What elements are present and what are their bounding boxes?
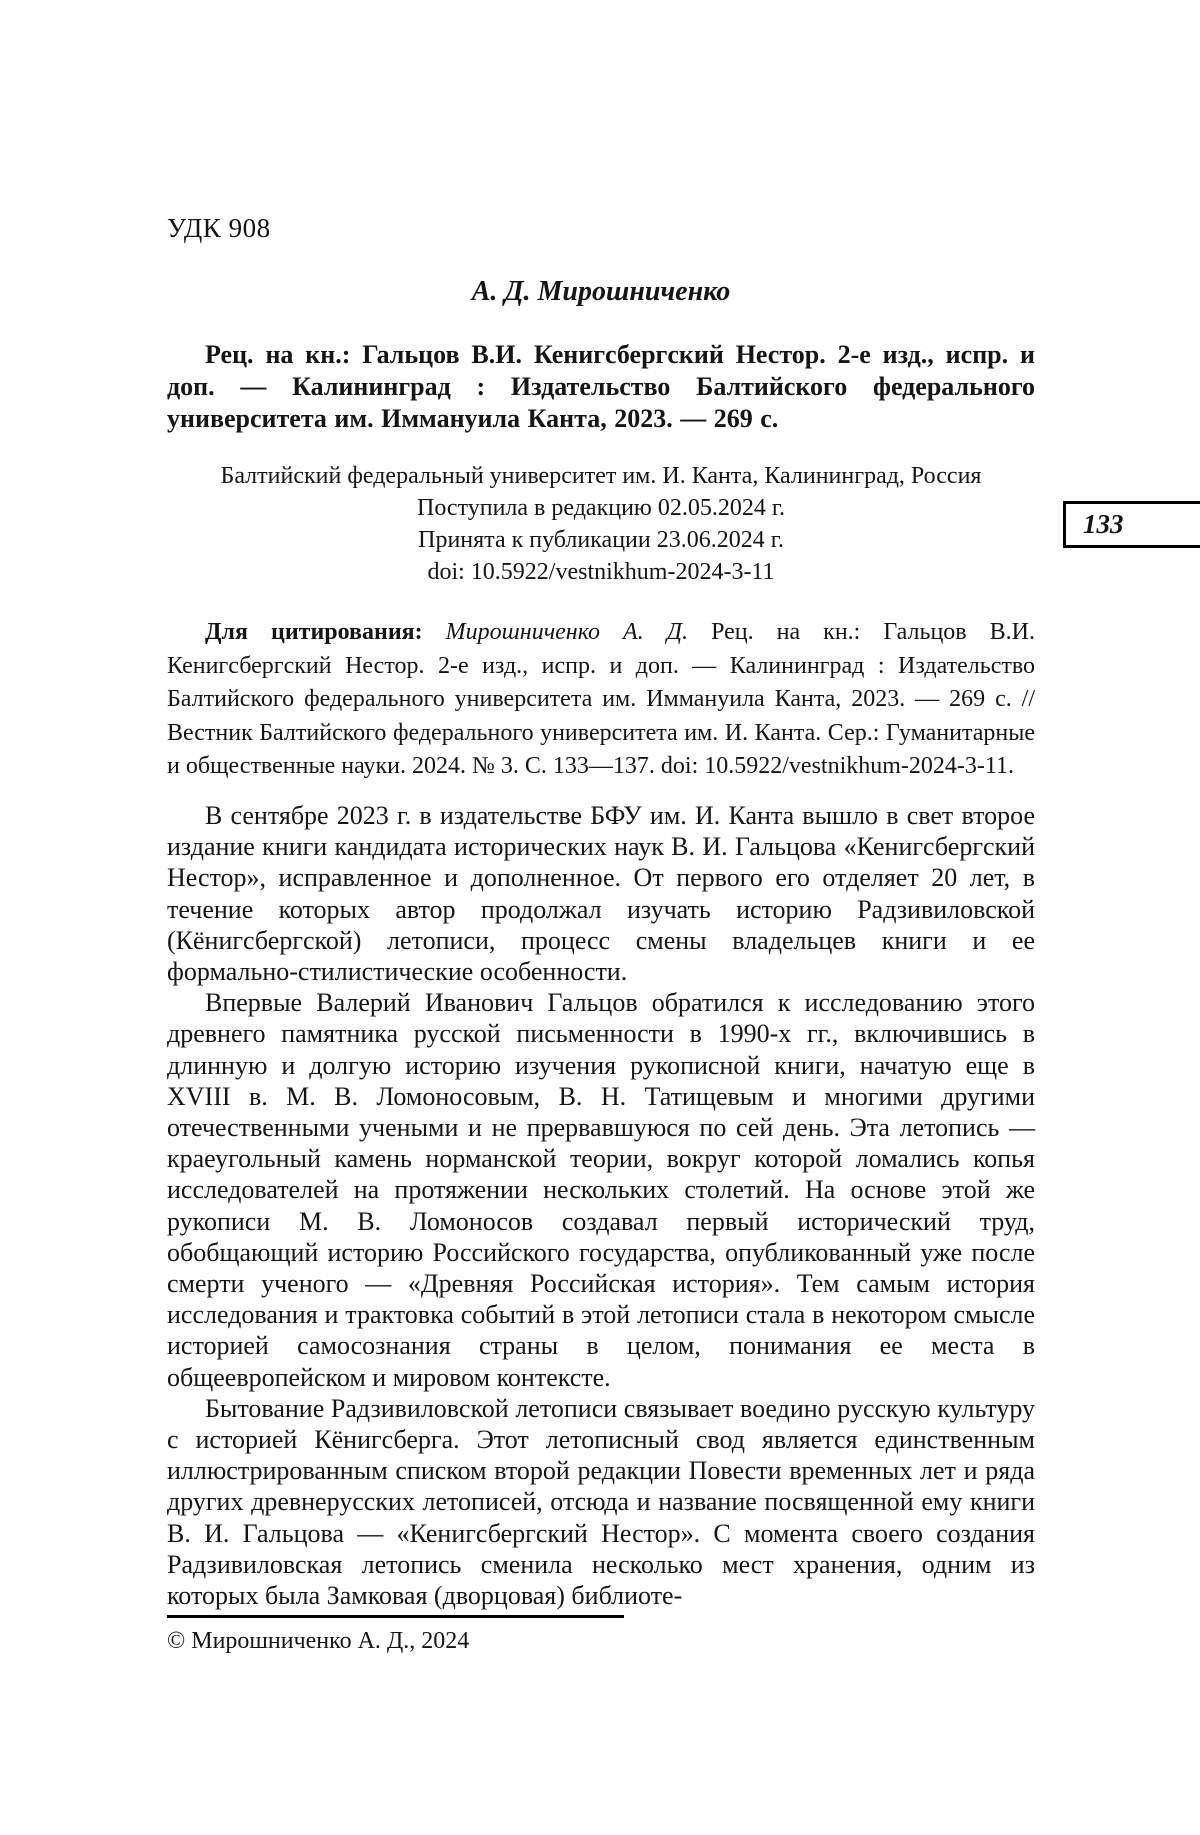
body-paragraph: Бытование Радзивиловской летописи связывает воедино русскую культуру с историей Кёнигсберга. Этот летописный свод является единственным иллюстрированным списком второй редакции Повести временных лет и ряда других древнерусских летописей, отсюда и название посвященной ему книги В. И. Гальцова — «Кенигсбергский Нестор». С момента своего создания Радзивиловская летопись сменила несколько мест хранения, одним из которых была Замковая (дворцовая) библиоте- bbox=[167, 1393, 1035, 1611]
article-meta-block bbox=[167, 460, 1035, 588]
citation-label: Для цитирования: bbox=[205, 619, 446, 645]
accepted-date-line: Принята к публикации 23.06.2024 г. bbox=[418, 527, 784, 553]
author-name: А. Д. Мирошниченко bbox=[471, 276, 731, 307]
body-paragraph: В сентябре 2023 г. в издательстве БФУ им. И. Канта вышло в свет второе издание книги кандидата исторических наук В. И. Гальцова «Кенигсбергский Нестор», исправленное и дополненное. От первого его отделяет 20 лет, в течение которых автор продолжал изучать историю Радзивиловской (Кёнигсбергской) летописи, процесс смены владельцев книги и ее формально-стилистические особенности. bbox=[167, 801, 1035, 987]
body-paragraph: Впервые Валерий Иванович Гальцов обратился к исследованию этого древнего памятника русской письменности в 1990-х гг., включившись в длинную и долгую историю изучения рукописной книги, начатую еще в XVIII в. М. В. Ломоносовым, В. Н. Татищевым и многими другими отечественными учеными и не прервавшуюся по сей день. Эта летопись — краеугольный камень норманской теории, вокруг которой ломались копья исследователей на протяжении нескольких столетий. На основе этой же рукописи М. В. Ломоносов создавал первый исторический труд, обобщающий историю Российского государства, опубликованный уже после смерти ученого — «Древняя Российская история». Тем самым история исследования и трактовка событий в этой летописи стала в некотором смысле историей самосознания страны в целом, понимания ее места в общеевропейском и мировом контексте. bbox=[167, 988, 1035, 1392]
footnote-rule bbox=[167, 1615, 624, 1618]
citation-authors: Мирошниченко А. Д. bbox=[445, 619, 712, 645]
doi-line: doi: 10.5922/vestnikhum-2024-3-11 bbox=[427, 559, 775, 585]
article-body bbox=[167, 800, 1035, 1611]
udc-code: УДК 908 bbox=[167, 213, 271, 243]
affiliation-line: Балтийский федеральный университет им. И. Канта, Калининград, Россия bbox=[220, 463, 982, 489]
copyright-line: © Мирошниченко А. Д., 2024 bbox=[167, 1628, 470, 1654]
citation-paragraph bbox=[167, 616, 1035, 784]
review-heading: Рец. на кн.: Гальцов В.И. Кенигсбергский Нестор. 2-е изд., испр. и доп. — Калининград : Издательство Балтийского федерального университета им. Иммануила Канта, 2023. — 269 с. bbox=[167, 340, 1035, 433]
page-number: 133 bbox=[1083, 509, 1124, 539]
received-date-line: Поступила в редакцию 02.05.2024 г. bbox=[416, 495, 785, 521]
citation-text: Рец. на кн.: Гальцов В.И. Кенигсбергский Нестор. 2-е изд., испр. и доп. — Калининград : Издательство Балтийского федерального университета им. Иммануила Канта, 2023. — 269 с. // Вестник Балтийского федерального университета им. И. Канта. Сер.: Гуманитарные и общественные науки. 2024. № 3. С. 133—137. doi: 10.5922/vestnikhum-2024-3-11. bbox=[167, 619, 1036, 779]
page-number-box bbox=[1063, 501, 1200, 548]
